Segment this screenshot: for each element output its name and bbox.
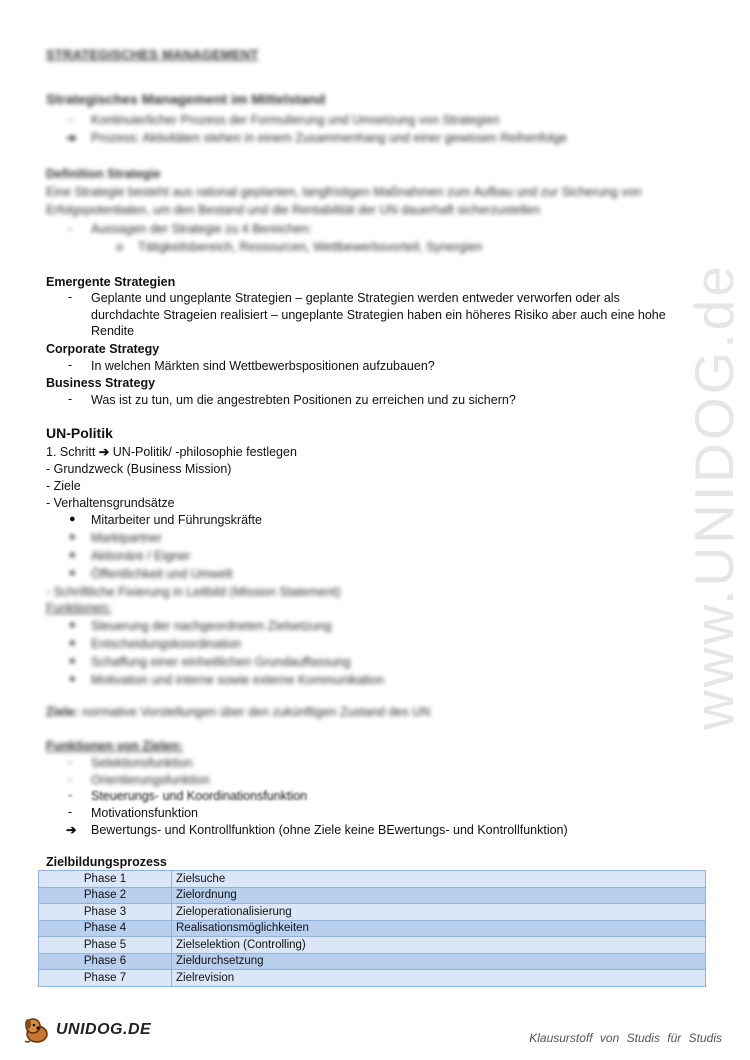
unidog-logo[interactable]: [22, 1015, 151, 1045]
section-heading-zielbildung: Zielbildungsprozess: [46, 855, 167, 869]
logo-text: UNIDOG.DE: [56, 1021, 152, 1038]
phase-cell: Phase 7: [39, 970, 172, 987]
list-item: Orientierungsfunktion: [91, 773, 210, 787]
table-row: [39, 887, 706, 904]
section-heading-emergent: Emergente Strategien: [46, 275, 176, 289]
list-item: Selektionsfunktion: [91, 756, 193, 770]
definition-heading: Definition Strategie: [46, 167, 161, 181]
bullet-text: Schaffung einer einheitlichen Grundauffassung: [91, 655, 351, 669]
bullet-text: Entscheidungskoordination: [91, 637, 242, 651]
list-item: - Ziele: [46, 479, 81, 493]
section-heading-corporate: Corporate Strategy: [46, 342, 160, 356]
dog-icon: [22, 1015, 52, 1045]
dash-marker: -: [68, 772, 73, 786]
table-row: [39, 920, 706, 937]
list-item: Steuerungs- und Koordinationsfunktion: [91, 789, 308, 803]
list-item: - Verhaltensgrundsätze: [46, 496, 175, 510]
phase-name-cell: Zielsuche: [172, 871, 706, 888]
table-row: [39, 970, 706, 987]
phase-cell: Phase 1: [39, 871, 172, 888]
dash-marker: -: [68, 805, 73, 819]
phase-name-cell: Zieloperationalisierung: [172, 904, 706, 921]
section-heading-un-politik: UN-Politik: [46, 425, 113, 441]
table-row: [39, 871, 706, 888]
phase-name-cell: Zielordnung: [172, 887, 706, 904]
bullet-icon: ●: [69, 549, 76, 561]
bullet-icon: ●: [69, 673, 76, 685]
definition-text: Eine Strategie besteht aus rational geplanten, langfristigen Maßnahmen zum Aufbau und zur Sicherung von: [46, 185, 642, 199]
phases-table: [38, 870, 706, 987]
list-item: - Grundzweck (Business Mission): [46, 462, 232, 476]
bullet-text: Öffentlichkeit und Umwelt: [91, 567, 233, 581]
step-1-line: 1. Schritt ➔ UN-Politik/ -philosophie festlegen: [46, 445, 297, 459]
document-title: STRATEGISCHES MANAGEMENT: [46, 47, 259, 62]
document-page: www.UNIDOG.de STRATEGISCHES MANAGEMENT Strategisches Management im Mittelstand - Kontinuierlicher Prozess der Formulierung und Umsetzung von Strategien ➔ Prozess: Aktivitäten stehen in einem Zusammenhang und einer gewissen Reihenfolge Definition Strategie Eine Strategie besteht aus rational geplanten, langfristigen Maßnahmen zum Aufbau und zur Sicherung von Erfolgspotentialen, um den Bestand und die Rentabilität der UN dauerhaft sicherzustellen - Aussagen der Strategie zu 4 Bereichen: o Tätigkeitsbereich, Ressourcen, Wettbewerbsvorteil, Synergien Emergente Strategien - Geplante und ungeplante Strategien – geplante Strategien werden entweder verworfen oder als durchdachte Strageien realisiert – ungeplante Strategien haben ein höheres Risiko aber auch eine hohe Rendite Corporate Strategy - In welchen Märkten sind Wettbewerbspositionen aufzubauen? Business Strategy - Was ist zu tun, um die angestrebten Positionen zu erreichen und zu sichern? UN-Politik 1. Schritt ➔ UN-Politik/ -philosophie festlegen - Grundzweck (Business Mission) - Ziele - Verhaltensgrundsätze ● Mitarbeiter und Führungskräfte ● Marktpartner ● Aktionäre / Eigner ● Öffentlichkeit und Umwelt - Schriftliche Fixierung in Leitbild (Mission Statement) Funktionen: ● Steuerung der nachgeordneten Zielsetzung ● Entscheidungskoordination ● Schaffung einer einheitlichen Grundauffassung ● Motivation und interne sowie externe Kommunikation Ziele: normative Vorstellungen über den zukünftigen Zustand des UN Funktionen von Zielen: - Selektionsfunktion - Orientierungsfunktion - Steuerungs- und Koordinationsfunktion - Motivationsfunktion ➔ Bewertungs- und Kontrollfunktion (ohne Ziele keine BEwertungs- und Kontrollfunktion) Zielbildungsprozess Phase 1 Zielsuche Phase 2 Zielordnung Phase 3 Zieloperationalisierung Phase 4 Realisationsmöglichkeiten Phase 5 Zielselektion (Controlling) Phase 6 Zieldurchsetzung Phase 7 Zielrevision UNIDOG.DE Klausurstoff von Studis für Studis: [0, 0, 750, 1060]
phase-name-cell: Zieldurchsetzung: [172, 953, 706, 970]
phase-cell: Phase 6: [39, 953, 172, 970]
ziel-functions-heading: Funktionen von Zielen:: [46, 739, 183, 753]
mission-statement-line: - Schriftliche Fixierung in Leitbild (Mission Statement): [46, 585, 341, 599]
bullet-icon: ●: [69, 655, 76, 667]
phase-cell: Phase 5: [39, 937, 172, 954]
phase-cell: Phase 4: [39, 920, 172, 937]
emergent-text: Geplante und ungeplante Strategien – geplante Strategien werden entweder verworfen oder als durchdachte Strageien realisiert – ungeplante Strategien haben ein höheres Risiko aber auch eine hohe Rendite: [91, 291, 666, 338]
bullet-text: Aktionäre / Eigner: [91, 549, 191, 563]
dash-marker: -: [68, 358, 73, 372]
section-heading-business: Business Strategy: [46, 376, 156, 390]
dash-marker: -: [68, 755, 73, 769]
bullet-icon: ●: [69, 513, 76, 525]
ziele-line: Ziele: normative Vorstellungen über den zukünftigen Zustand des UN: [46, 705, 431, 719]
bullet-text: Marktpartner: [91, 531, 162, 545]
phase-name-cell: Zielselektion (Controlling): [172, 937, 706, 954]
phase-cell: Phase 3: [39, 904, 172, 921]
list-item: Bewertungs- und Kontrollfunktion (ohne Ziele keine BEwertungs- und Kontrollfunktion): [91, 823, 568, 837]
list-item: Motivationsfunktion: [91, 806, 199, 820]
dash-marker: -: [68, 392, 73, 406]
bullet-text: Motivation und interne sowie externe Kommunikation: [91, 673, 385, 687]
arrow-icon: ➔: [66, 823, 77, 837]
bullet-text: Mitarbeiter und Führungskräfte: [91, 513, 262, 527]
table-row: [39, 937, 706, 954]
footer-slogan: Klausurstoff von Studis für Studis: [529, 1031, 722, 1045]
dash-marker: -: [68, 788, 73, 802]
dash-marker: -: [68, 290, 73, 304]
bullet-icon: ●: [69, 637, 76, 649]
phase-name-cell: Realisationsmöglichkeiten: [172, 920, 706, 937]
arrow-icon: ➔: [98, 445, 110, 459]
section-heading-mittelstand: Strategisches Management im Mittelstand: [46, 91, 326, 107]
phase-name-cell: Zielrevision: [172, 970, 706, 987]
definition-text: Erfolgspotentialen, um den Bestand und die Rentabilität der UN dauerhaft sicherzustellen: [46, 203, 541, 217]
functions-heading: Funktionen:: [46, 601, 112, 615]
table-row: [39, 904, 706, 921]
watermark: www.UNIDOG.de: [683, 263, 745, 730]
table-row: [39, 953, 706, 970]
business-text: Was ist zu tun, um die angestrebten Positionen zu erreichen und zu sichern?: [91, 393, 516, 407]
bullet-icon: ●: [69, 619, 76, 631]
bullet-icon: ●: [69, 567, 76, 579]
bullet-icon: ●: [69, 531, 76, 543]
phase-cell: Phase 2: [39, 887, 172, 904]
corporate-text: In welchen Märkten sind Wettbewerbspositionen aufzubauen?: [91, 359, 435, 373]
bullet-text: Steuerung der nachgeordneten Zielsetzung: [91, 619, 332, 633]
